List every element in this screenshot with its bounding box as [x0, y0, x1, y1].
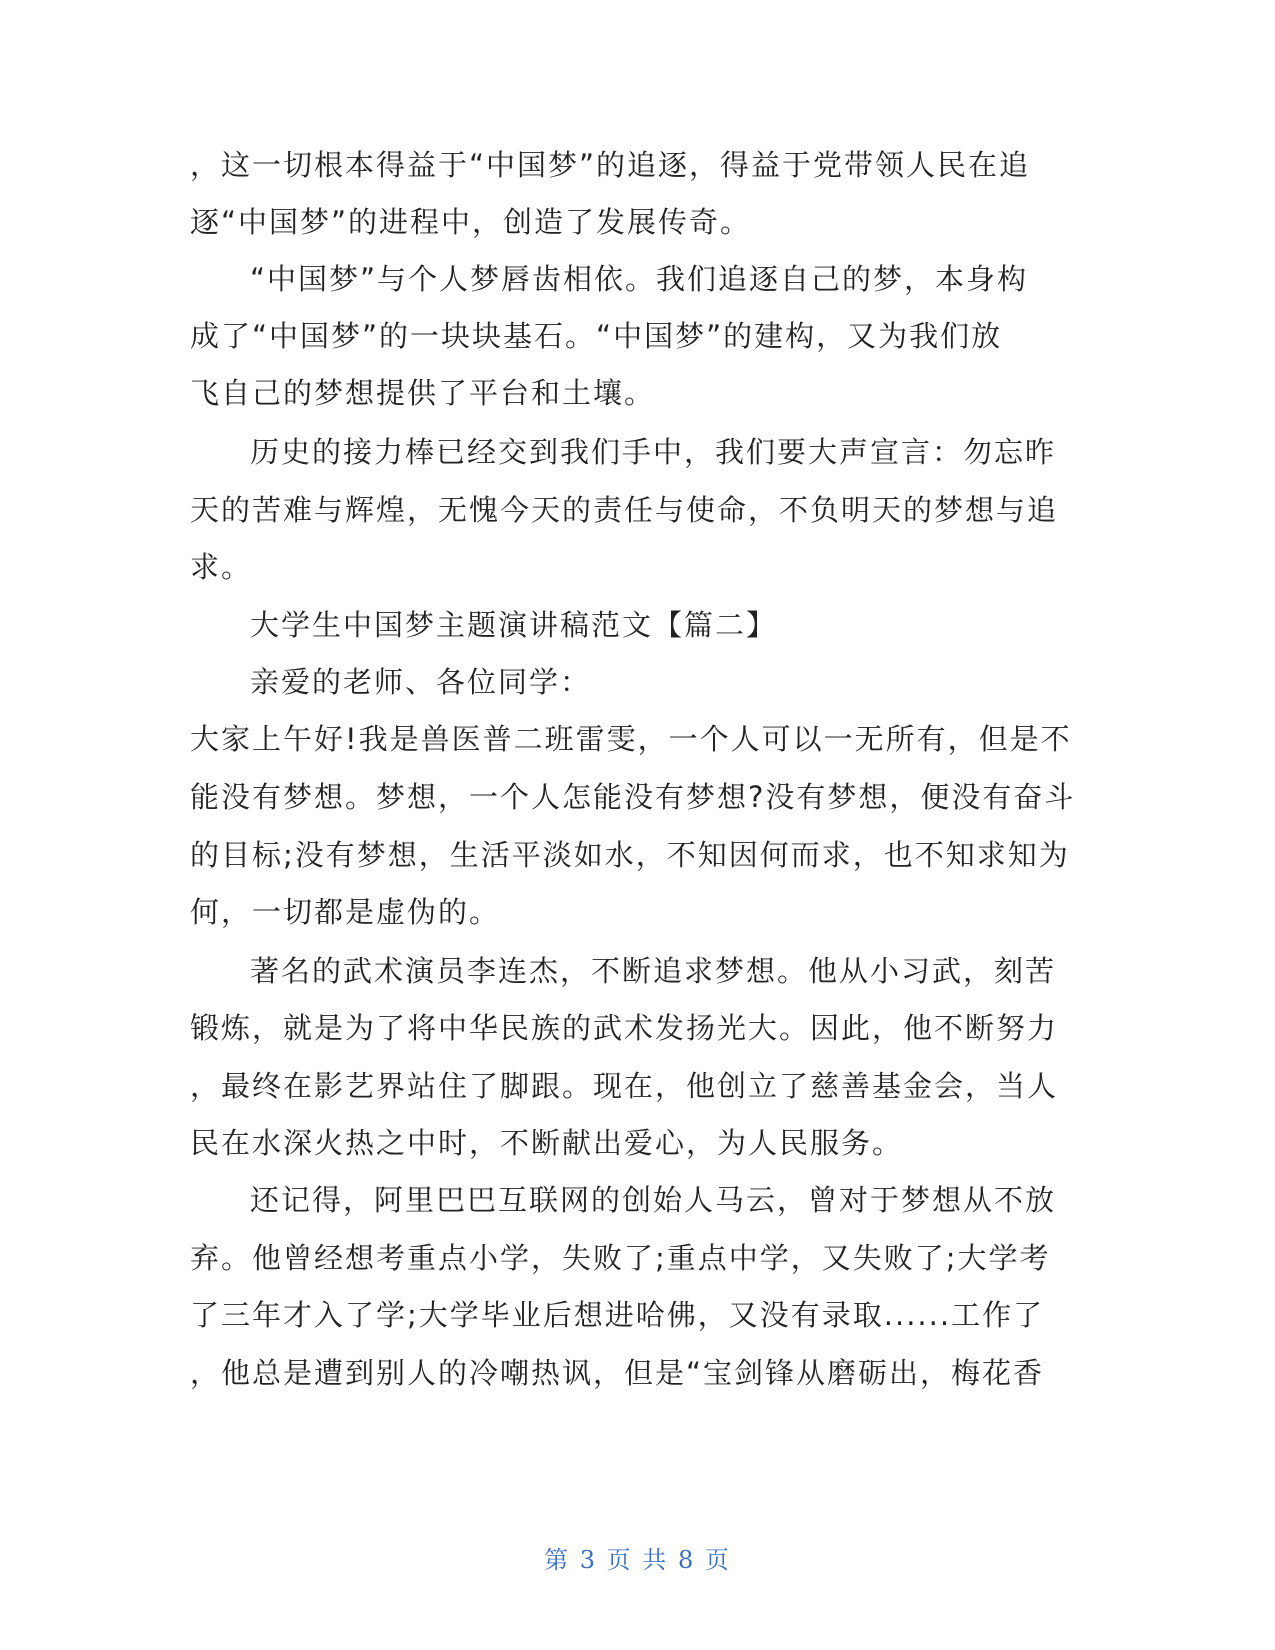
- text-line: 能没有梦想。梦想，一个人怎能没有梦想?没有梦想，便没有奋斗: [190, 780, 1076, 814]
- text-line: 的目标;没有梦想，生活平淡如水，不知因何而求，也不知求知为: [190, 838, 1070, 872]
- text-line: “中国梦”与个人梦唇齿相依。我们追逐自己的梦，本身构: [250, 262, 1029, 296]
- text-line: 何，一切都是虚伪的。: [190, 895, 501, 929]
- text-line: 飞自己的梦想提供了平台和土壤。: [190, 376, 656, 410]
- page-number: 第 3 页 共 8 页: [544, 1546, 731, 1574]
- text-line: 民在水深火热之中时，不断献出爱心，为人民服务。: [190, 1126, 904, 1160]
- text-line: ，这一切根本得益于“中国梦”的追逐，得益于党带领人民在追: [190, 148, 1031, 182]
- text-line: ，最终在影艺界站住了脚跟。现在，他创立了慈善基金会，当人: [190, 1069, 1059, 1103]
- text-line: 锻炼，就是为了将中华民族的武术发扬光大。因此，他不断努力: [190, 1011, 1059, 1045]
- text-line: 了三年才入了学;大学毕业后想进哈佛，又没有录取......工作了: [190, 1298, 1045, 1332]
- text-line: 历史的接力棒已经交到我们手中，我们要大声宣言：勿忘昨: [250, 435, 1057, 469]
- salutation: 亲爱的老师、各位同学：: [250, 665, 592, 699]
- text-line: ，他总是遭到别人的冷嘲热讽，但是“宝剑锋从磨砺出，梅花香: [190, 1356, 1045, 1390]
- text-line: 成了“中国梦”的一块块基石。“中国梦”的建构，又为我们放: [190, 319, 1003, 353]
- text-line: 还记得，阿里巴巴互联网的创始人马云，曾对于梦想从不放: [250, 1183, 1057, 1217]
- text-line: 大家上午好!我是兽医普二班雷雯，一个人可以一无所有，但是不: [190, 722, 1072, 756]
- text-line: 求。: [190, 550, 253, 584]
- text-line: 著名的武术演员李连杰，不断追求梦想。他从小习武，刻苦: [250, 954, 1057, 988]
- section-heading: 大学生中国梦主题演讲稿范文【篇二】: [250, 608, 778, 642]
- text-line: 天的苦难与辉煌，无愧今天的责任与使命，不负明天的梦想与追: [190, 493, 1059, 527]
- text-line: 弃。他曾经想考重点小学，失败了;重点中学，又失败了;大学考: [190, 1241, 1051, 1275]
- text-line: 逐“中国梦”的进程中，创造了发展传奇。: [190, 205, 752, 239]
